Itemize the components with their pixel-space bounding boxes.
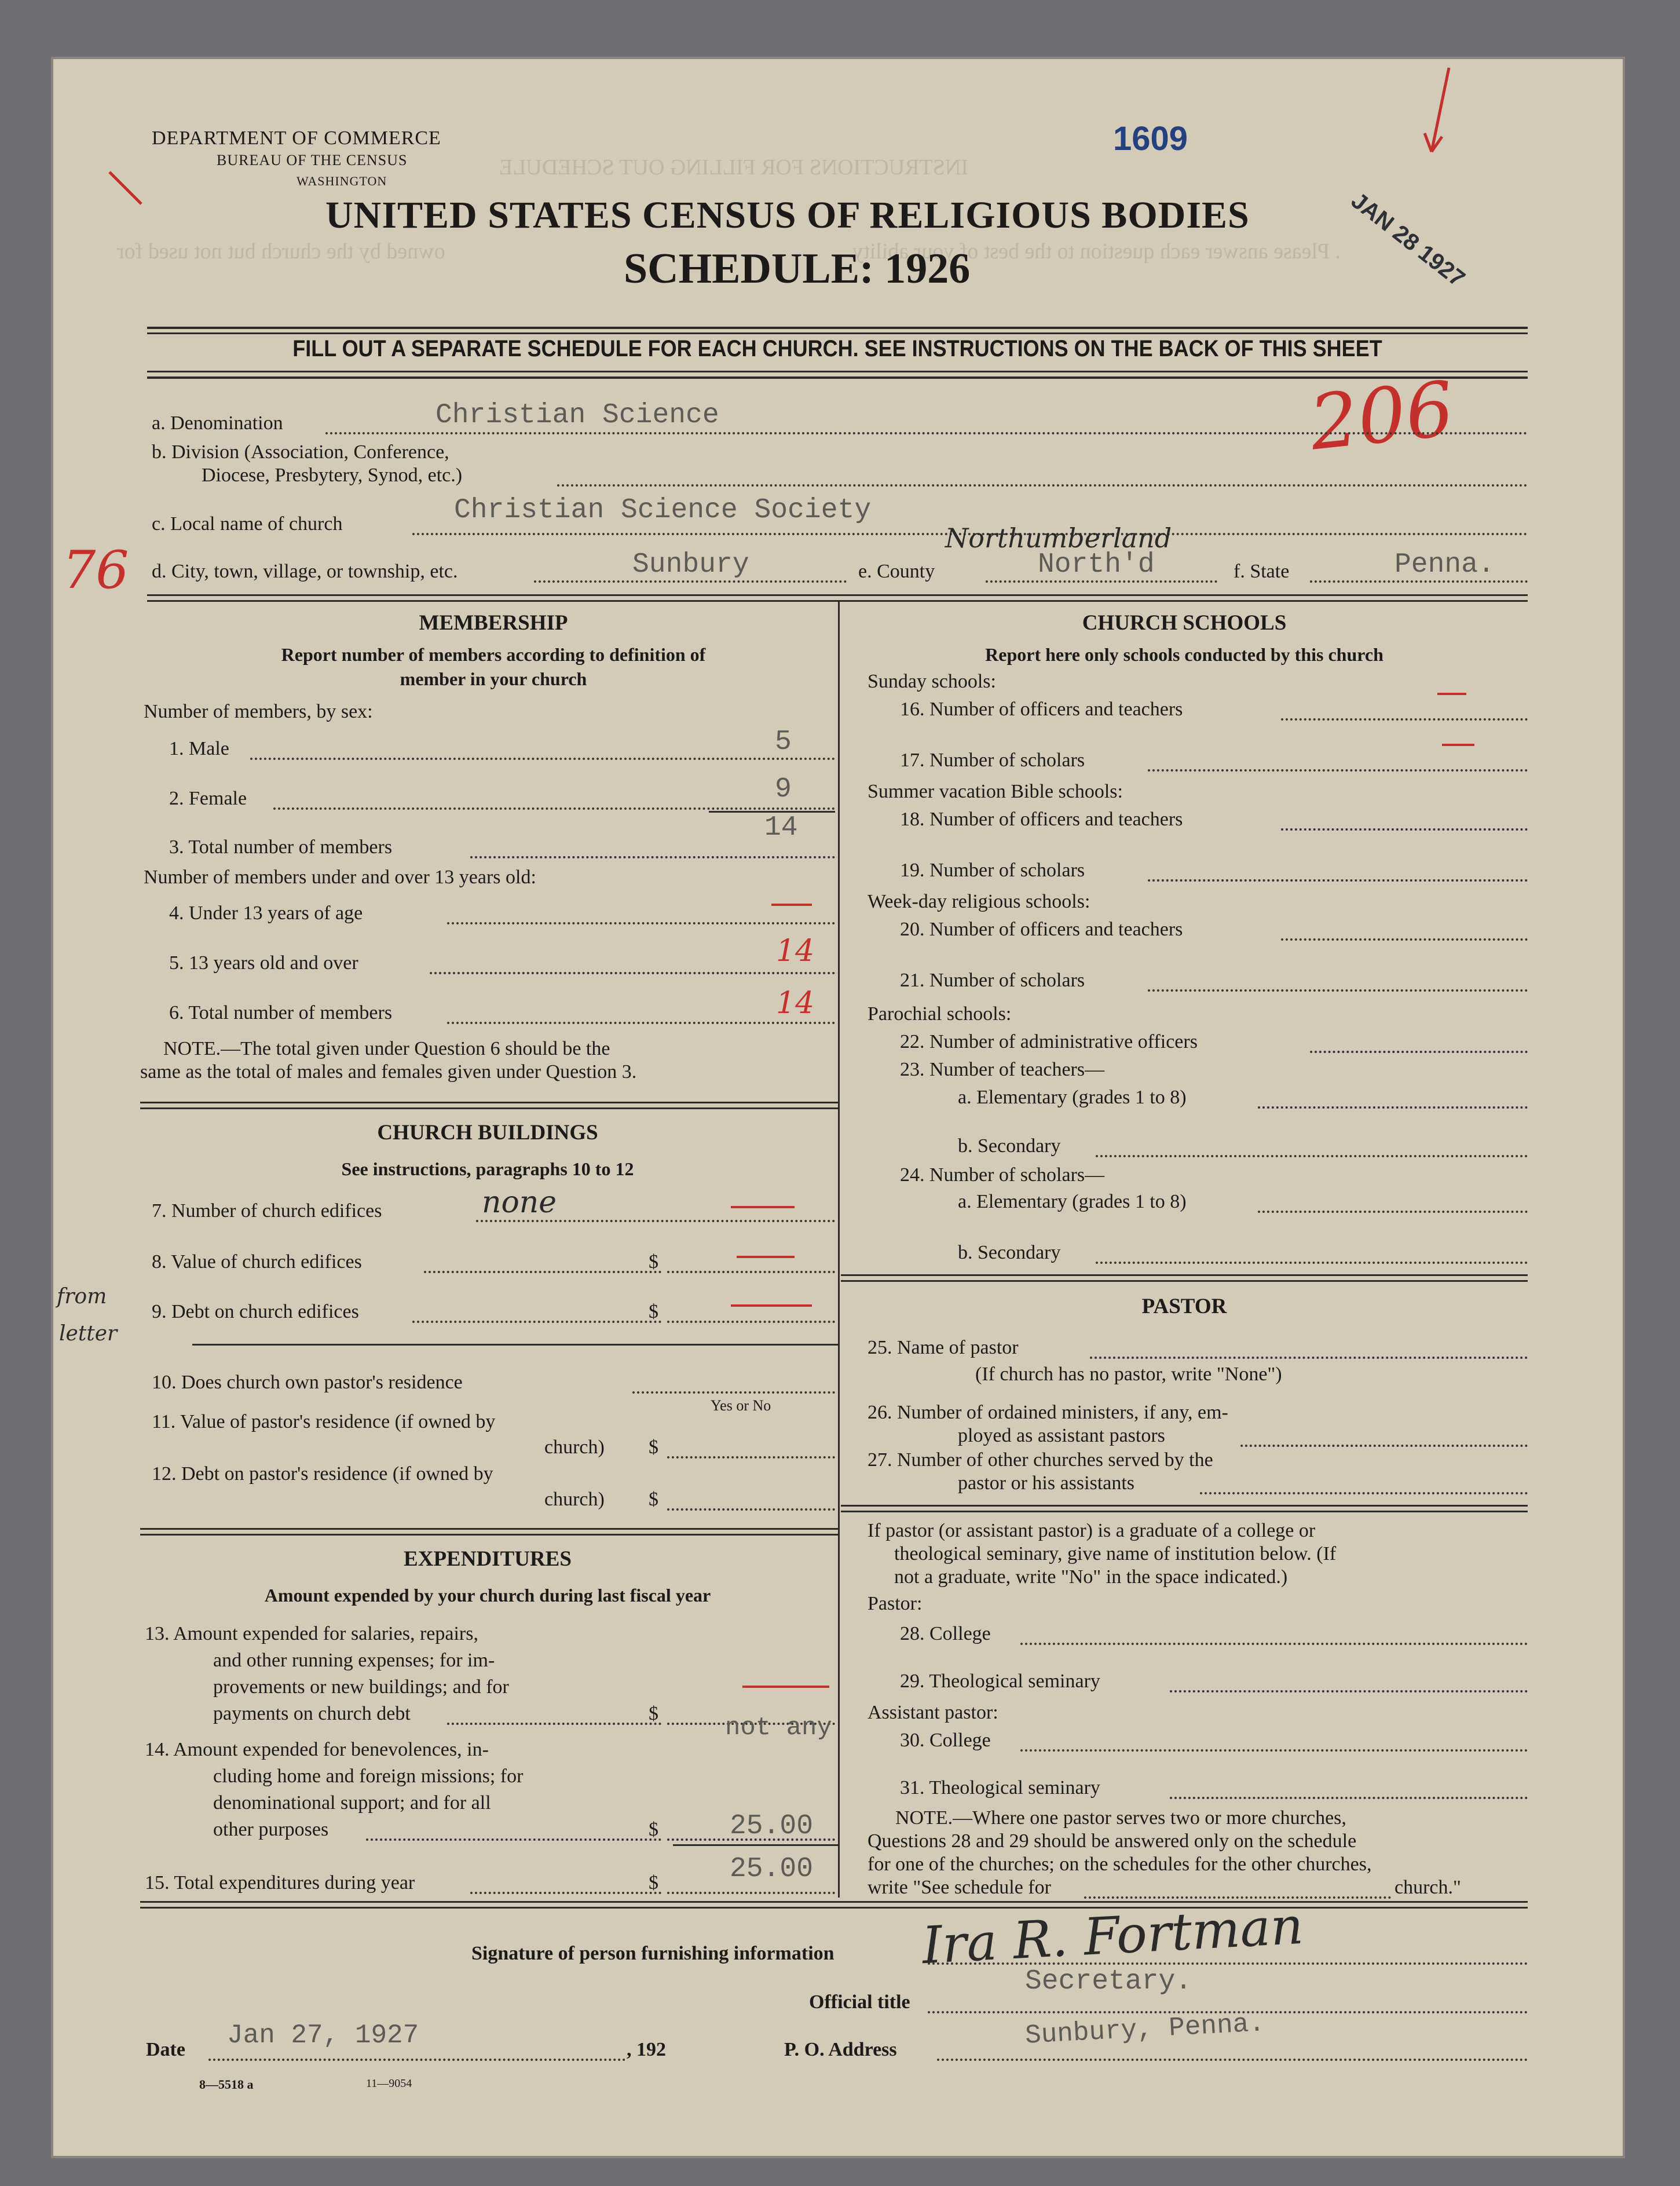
rule	[147, 600, 1528, 602]
red-arrow-mark	[1414, 65, 1461, 163]
q11-label-2: church)	[544, 1436, 605, 1458]
red-dash-q13	[742, 1686, 829, 1688]
red-dash-q17	[1442, 744, 1474, 746]
bureau-name: BUREAU OF THE CENSUS	[217, 152, 408, 169]
q13-value: not any	[725, 1713, 832, 1742]
summer-schools-label: Summer vacation Bible schools:	[868, 781, 1123, 802]
schools-heading: CHURCH SCHOOLS	[1082, 611, 1287, 635]
q14-dollar: $	[649, 1819, 658, 1840]
census-schedule-sheet	[53, 59, 1623, 2156]
q31-label: 31. Theological seminary	[900, 1777, 1100, 1798]
pastor-sub-label: Pastor:	[868, 1593, 923, 1614]
rule	[147, 371, 1528, 372]
bleed-through-text: owned by the church but not used for	[117, 239, 445, 264]
red-dash-q4	[771, 904, 812, 906]
parochial-schools-label: Parochial schools:	[868, 1003, 1012, 1025]
q15-dollar: $	[649, 1872, 658, 1893]
q6-total-label: 6. Total number of members	[169, 1002, 393, 1023]
buildings-instruction: See instructions, paragraphs 10 to 12	[341, 1158, 634, 1179]
red-dash-q16	[1437, 693, 1466, 695]
rule	[147, 327, 1528, 329]
pastor-note-1: NOTE.—Where one pastor serves two or more churches,	[895, 1807, 1346, 1829]
q2-female-label: 2. Female	[169, 788, 247, 809]
rule	[147, 594, 1528, 596]
q27-label-2: pastor or his assistants	[958, 1472, 1135, 1494]
q22-label: 22. Number of administrative officers	[900, 1031, 1198, 1052]
sunday-schools-label: Sunday schools:	[868, 671, 996, 692]
q15-value: 25.00	[730, 1854, 814, 1885]
q25-label: 25. Name of pastor	[868, 1337, 1019, 1358]
membership-note-2: same as the total of males and females given under Question 3.	[140, 1061, 637, 1083]
po-address-label: P. O. Address	[784, 2039, 897, 2060]
q19-label: 19. Number of scholars	[900, 860, 1085, 881]
q23-label: 23. Number of teachers—	[900, 1059, 1105, 1080]
red-dash-q8	[737, 1256, 795, 1258]
q11-dollar: $	[649, 1436, 658, 1458]
q1-male-label: 1. Male	[169, 738, 229, 759]
official-title-value: Secretary.	[1025, 1966, 1192, 1997]
q8-value-label: 8. Value of church edifices	[152, 1251, 362, 1273]
q7-edifices-label: 7. Number of church edifices	[152, 1200, 382, 1222]
q16-label: 16. Number of officers and teachers	[900, 699, 1183, 720]
received-date-stamp: JAN 28 1927	[1346, 188, 1470, 292]
expenditures-instruction: Amount expended by your church during last fiscal year	[264, 1585, 711, 1606]
date-value: Jan 27, 1927	[227, 2020, 419, 2050]
expenditures-heading: EXPENDITURES	[404, 1547, 572, 1571]
signature-label: Signature of person furnishing information	[471, 1943, 834, 1964]
q6-total-value: 14	[776, 986, 815, 1021]
q26-label-1: 26. Number of ordained ministers, if any, em-	[868, 1402, 1228, 1423]
department-name: DEPARTMENT OF COMMERCE	[152, 127, 441, 149]
assistant-pastor-label: Assistant pastor:	[868, 1702, 998, 1723]
state-value: Penna.	[1394, 549, 1495, 580]
county-label: e. County	[858, 561, 935, 582]
margin-note-letter: letter	[59, 1322, 118, 1346]
denomination-value: Christian Science	[435, 400, 719, 431]
bleed-through-text: . Please answer each question to the best of your ability	[852, 239, 1341, 264]
age-breakdown-label: Number of members under and over 13 years old:	[144, 867, 536, 888]
q13-label-2: and other running expenses; for im-	[213, 1650, 495, 1671]
q8-dollar: $	[649, 1251, 658, 1273]
q12-label-1: 12. Debt on pastor's residence (if owned by	[152, 1463, 493, 1485]
pastor-note-4: write "See schedule for	[868, 1877, 1051, 1898]
q14-label-1: 14. Amount expended for benevolences, in-	[145, 1739, 489, 1760]
pastor-heading: PASTOR	[1141, 1295, 1227, 1318]
q10-residence-label: 10. Does church own pastor's residence	[152, 1372, 463, 1393]
q21-label: 21. Number of scholars	[900, 970, 1085, 991]
membership-instruction-1: Report number of members according to definition of	[281, 644, 706, 665]
city-label: d. City, town, village, or township, etc.	[152, 561, 458, 582]
date-year-suffix: , 192	[627, 2039, 666, 2060]
q13-label-1: 13. Amount expended for salaries, repairs,	[145, 1623, 478, 1644]
q23b-label: b. Secondary	[958, 1135, 1061, 1157]
q4-under13-label: 4. Under 13 years of age	[169, 902, 363, 924]
q7-edifices-value: none	[482, 1185, 557, 1220]
q23a-label: a. Elementary (grades 1 to 8)	[958, 1087, 1187, 1108]
q15-label: 15. Total expenditures during year	[145, 1872, 415, 1893]
bleed-through-text: INSTRUCTIONS FOR FILLING OUT SCHEDULE	[499, 155, 968, 180]
q17-label: 17. Number of scholars	[900, 750, 1085, 771]
pastor-note-2: Questions 28 and 29 should be answered only on the schedule	[868, 1830, 1357, 1852]
q9-debt-label: 9. Debt on church edifices	[152, 1301, 359, 1322]
by-sex-label: Number of members, by sex:	[144, 701, 373, 722]
q18-label: 18. Number of officers and teachers	[900, 809, 1183, 830]
date-label: Date	[146, 2039, 185, 2060]
po-address-value: Sunbury, Penna.	[1024, 2008, 1266, 2051]
q3-total-label: 3. Total number of members	[169, 836, 393, 858]
division-label-1: b. Division (Association, Conference,	[152, 441, 449, 463]
q24b-label: b. Secondary	[958, 1242, 1061, 1263]
q5-over13-label: 5. 13 years old and over	[169, 952, 358, 974]
division-label-2: Diocese, Presbytery, Synod, etc.)	[202, 465, 463, 486]
q12-dollar: $	[649, 1489, 658, 1510]
rule	[147, 376, 1528, 379]
pastor-note-5: church."	[1394, 1877, 1461, 1898]
buildings-heading: CHURCH BUILDINGS	[377, 1121, 598, 1145]
county-handwritten: Northumberland	[945, 522, 1172, 554]
county-value: North'd	[1038, 549, 1155, 580]
q13-label-3: provements or new buildings; and for	[213, 1676, 509, 1698]
q2-female-value: 9	[775, 774, 792, 805]
graduate-note-1: If pastor (or assistant pastor) is a graduate of a college or	[868, 1520, 1316, 1541]
q1-male-value: 5	[775, 726, 792, 758]
membership-note-1: NOTE.—The total given under Question 6 should be the	[163, 1038, 610, 1059]
official-title-label: Official title	[809, 1991, 910, 2013]
weekday-schools-label: Week-day religious schools:	[868, 891, 1090, 912]
q30-label: 30. College	[900, 1730, 991, 1751]
schools-instruction: Report here only schools conducted by this church	[985, 644, 1383, 665]
print-number: 11—9054	[366, 2077, 412, 2090]
q14-label-4: other purposes	[213, 1819, 329, 1840]
q3-total-value: 14	[764, 812, 798, 843]
membership-instruction-2: member in your church	[400, 668, 587, 689]
q13-dollar: $	[649, 1703, 658, 1724]
q24-label: 24. Number of scholars—	[900, 1164, 1105, 1186]
membership-heading: MEMBERSHIP	[419, 611, 568, 635]
q14-label-2: cluding home and foreign missions; for	[213, 1765, 524, 1787]
red-dash-q7	[731, 1206, 795, 1208]
stamp-number: 1609	[1113, 120, 1188, 158]
q24a-label: a. Elementary (grades 1 to 8)	[958, 1191, 1187, 1212]
pastor-note-3: for one of the churches; on the schedules for the other churches,	[868, 1854, 1372, 1875]
q11-label-1: 11. Value of pastor's residence (if owned by	[152, 1411, 496, 1432]
bureau-city: WASHINGTON	[297, 174, 387, 188]
q26-label-2: ployed as assistant pastors	[958, 1425, 1165, 1446]
denomination-label: a. Denomination	[152, 412, 283, 434]
red-number-note: 206	[1305, 364, 1458, 467]
column-divider	[838, 600, 840, 1898]
margin-mark: 76	[63, 540, 129, 601]
q29-label: 29. Theological seminary	[900, 1670, 1100, 1692]
local-church-name-label: c. Local name of church	[152, 513, 343, 535]
margin-note-from: from	[57, 1285, 107, 1308]
yes-or-no-hint: Yes or No	[711, 1397, 771, 1414]
local-church-name-value: Christian Science Society	[454, 495, 872, 526]
form-title: UNITED STATES CENSUS OF RELIGIOUS BODIES	[325, 194, 1250, 236]
q14-label-3: denominational support; and for all	[213, 1792, 491, 1814]
q13-label-4: payments on church debt	[213, 1703, 411, 1724]
rule	[147, 332, 1528, 334]
q12-label-2: church)	[544, 1489, 605, 1510]
schedule-year: SCHEDULE: 1926	[624, 245, 971, 293]
q28-label: 28. College	[900, 1623, 991, 1644]
red-tick-mark	[107, 169, 153, 210]
q14-value: 25.00	[730, 1811, 814, 1842]
q27-label-1: 27. Number of other churches served by the	[868, 1449, 1213, 1471]
city-value: Sunbury	[632, 549, 749, 580]
q20-label: 20. Number of officers and teachers	[900, 919, 1183, 940]
graduate-note-3: not a graduate, write "No" in the space indicated.)	[894, 1566, 1288, 1588]
state-label: f. State	[1234, 561, 1290, 582]
q5-over13-value: 14	[776, 934, 815, 968]
graduate-note-2: theological seminary, give name of institution below. (If	[894, 1543, 1337, 1564]
form-number: 8—5518 a	[199, 2077, 254, 2092]
instruction-bar: FILL OUT A SEPARATE SCHEDULE FOR EACH CHURCH. SEE INSTRUCTIONS ON THE BACK OF THIS SHEET	[292, 336, 1382, 361]
signature: Ira R. Fortman	[920, 1895, 1305, 1976]
red-dash-q9	[731, 1304, 812, 1307]
q9-dollar: $	[649, 1301, 658, 1322]
q25-note: (If church has no pastor, write "None")	[975, 1363, 1282, 1385]
